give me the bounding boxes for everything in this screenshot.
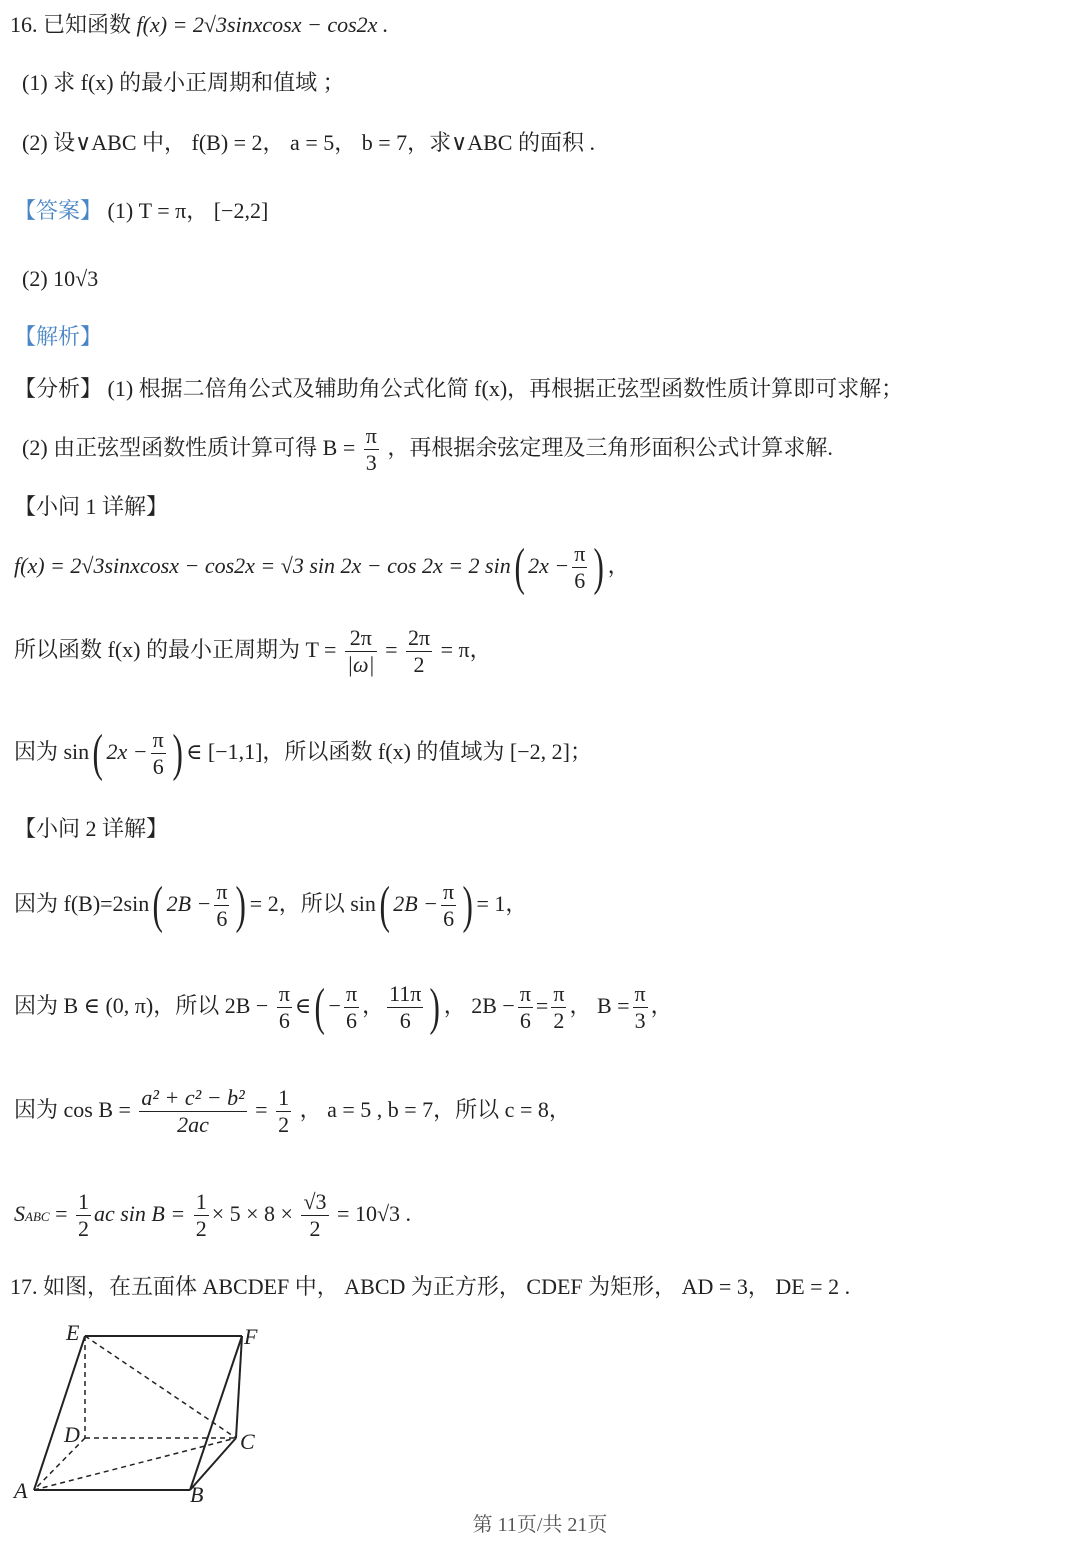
fenxi-line-2: (2) 由正弦型函数性质计算可得 B = $\frac{\pi}{3}$ ，再根据余弦定理及三角形面积公式计算求解.	[22, 423, 833, 476]
q16-intro: 已知函数	[43, 12, 132, 37]
sub2-line4: SABC = $\frac{1}{2}$ ac sin B = $\frac{1}{2}$ × 5 × 8 × $\frac{√3}{2}$ = 10√3 .	[14, 1189, 412, 1242]
sub2-line1: 因为 f(B)=2sin( 2B − $\frac{\pi}{6}$ ) = 2，所以 sin( 2B − $\frac{\pi}{6}$ ) = 1，	[14, 876, 528, 934]
q16-stem	[10, 10, 388, 40]
answer-tag: 【答案】	[14, 198, 103, 223]
fenxi-line-1: 【分析】 (1) 根据二倍角公式及辅助角公式化简 f(x)，再根据正弦型函数性质计算即可求解；	[14, 376, 904, 401]
sub2-line3: 因为 cos B = $\frac{\text{a² + c² − b²}}{2ac}$ = $\frac{1}{2}$ ， a = 5 , b = 7，所以 c = 8，	[14, 1085, 571, 1138]
q16-function: f(x) = 2√3sinxcosx − cos2x .	[136, 12, 389, 37]
sub1-header: 【小问 1 详解】	[14, 494, 169, 519]
sub2-header: 【小问 2 详解】	[14, 816, 169, 841]
label-B: B	[190, 1482, 204, 1507]
analysis-tag: 【解析】	[14, 324, 103, 349]
fenxi-tag: 【分析】	[14, 376, 103, 401]
label-F: F	[244, 1324, 258, 1349]
answer-part2: 10√3	[53, 266, 99, 291]
q16-part2: (2) 设∨ABC 中， f(B) = 2， a = 5， b = 7，求∨ABC 的面积 .	[22, 130, 595, 155]
sub2-line2: 因为 B ∈ (0, π)，所以 2B − $\frac{\pi}{6}$ ∈( − $\frac{\pi}{6}$ ， $\frac{11\pi}{6}$ ) ， 2B − $\frac{\pi}{6}$ = $\frac{\pi}{2}$ ， B = $\frac{\pi}{3}$ ，	[14, 978, 673, 1036]
answer-part1: (1) T = π， [−2,2]	[107, 198, 269, 223]
sub1-period: 所以函数 f(x) 的最小正周期为 T = $\frac{2\pi}{|\omega|}$ = $\frac{2\pi}{2}$ = π，	[14, 625, 492, 678]
page-footer: 第 11页/共 21页	[472, 1514, 608, 1536]
label-A: A	[14, 1478, 28, 1503]
sub1-eq1: f(x) = 2√3sinxcosx − cos2x = √3 sin 2x − cos 2x = 2 sin( 2x − $\frac{\pi}{6}$ ) ，	[14, 538, 630, 596]
answer-line-2: (2) 10√3	[22, 266, 99, 291]
answer-line-1	[14, 196, 268, 226]
label-D: D	[64, 1422, 80, 1447]
pentahedron-figure	[10, 1318, 290, 1508]
label-E: E	[66, 1320, 80, 1345]
fraction-pi-over-3: $\frac{\pi}{3}$	[365, 423, 377, 476]
label-C: C	[240, 1429, 255, 1454]
sub1-range: 因为 sin( 2x − $\frac{\pi}{6}$ ) ∈ [−1,1]，所以函数 f(x) 的值域为 [−2, 2]；	[14, 724, 592, 782]
q16-number: 16.	[10, 12, 38, 37]
q16-part1: (1) 求 f(x) 的最小正周期和值域 ；	[22, 70, 345, 95]
q17-stem: 17. 如图，在五面体 ABCDEF 中， ABCD 为正方形， CDEF 为矩形， AD = 3， DE = 2 .	[10, 1274, 851, 1299]
